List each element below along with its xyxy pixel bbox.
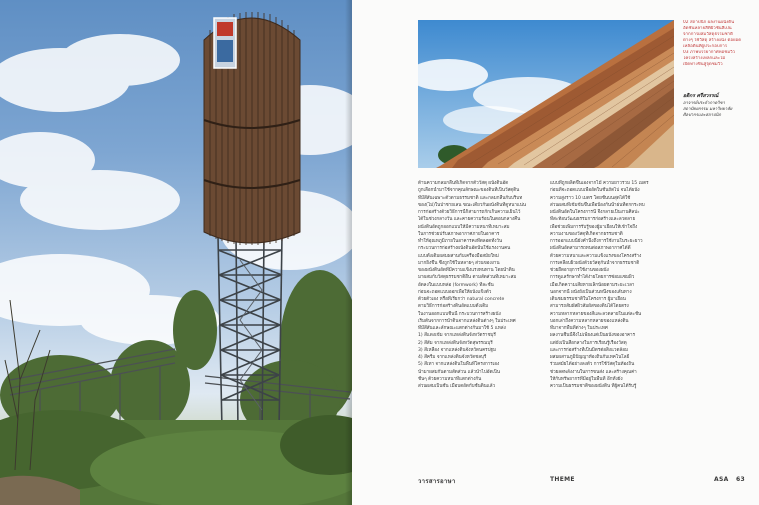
body-text-line: ช่วยยืดอายุการใช้งานของผนัง <box>550 268 609 273</box>
photo-caption <box>683 20 751 68</box>
body-text-line: ที่มาจากพื้นที่ต่างๆ ในประเทศ <box>550 326 608 331</box>
body-text-line: กระบวนการก่อสร้างผนังดินอัดนั้นใช้แรงงานคน <box>418 246 511 252</box>
body-text-line: เดินชมธรรมชาติในโครงการ ผู้มาเยือน <box>550 297 626 302</box>
caption-line: 02 สถาปนิก ผลงานผนังดิน <box>683 20 735 25</box>
page-number: 63 <box>736 476 745 483</box>
caption-line: 03 ภาพบรรยากาศหอชมวิว <box>683 50 736 55</box>
author-role-line: สถาปัตยกรรม มหาวิทยาลัย <box>683 106 733 111</box>
body-text-line: ความสูงราว 10 เมตร โดยชั้นบนสุดได้ใช้ <box>550 195 631 201</box>
body-text-line: สามารถสัมผัสผิวสัมผัสของดินได้โดยตรง <box>550 304 629 310</box>
body-text-line: แบบที่ถูกผลิตขึ้นเองจากไม้ ความยาวรวม 15 เมตร <box>550 181 649 186</box>
footer-section: THEME <box>550 476 575 483</box>
caption-line: อัดชั้นหลายสีที่ผิวชั้นสีเป็น <box>683 26 732 31</box>
body-text-line: ด้วยตัวเอง หรือที่เรียกว่า natural concrete <box>418 297 505 302</box>
body-text-line: 2) สีส้ม จากแหล่งดินจังหวัดสุพรรณบุรี <box>418 340 493 346</box>
body-text-line: ผนังดินอัดถูกออกแบบให้มีความหนาที่เหมาะสม <box>418 224 510 230</box>
body-text-line: แต่ยังเป็นสื่อกลางในการเรียนรู้เรื่องวัสดุ <box>550 340 627 346</box>
left-page-photo <box>0 0 352 505</box>
body-text-line: ถูกเลือกนำมาใช้จากคุณลักษณะของดินที่เป็นวัสดุดิน <box>418 188 520 194</box>
right-page <box>352 0 759 505</box>
footer-magazine-name: วารสารอาษา <box>418 478 456 485</box>
body-text-line: ความเป็นธรรมชาติของผนังดิน ที่ผู้คนได้รับรู้ <box>550 384 637 389</box>
author-role-line: อาจารย์ประจำภาควิชา <box>683 100 725 105</box>
caption-line: ต่างๆ ใช้วัสดุ สร้างผนัง ต่อยอด <box>683 38 742 43</box>
body-text-line: ช่วยลดพลังงานในการขนส่ง และสร้างคุณค่า <box>550 369 637 375</box>
body-text-line: ความงามของวัสดุที่เกิดจากธรรมชาติ <box>550 231 623 237</box>
body-text-line: 1) สีแดงเข้ม จากแหล่งดินจังหวัดราชบุรี <box>418 333 496 339</box>
body-text-line: ของ(ไม่)ในป่าชายเลน ขณะเดียวกันผนังดินที่ดูหนาแน่น <box>418 202 527 208</box>
body-text-line: การเคลือบผิวผนังด้วยวัสดุกันน้ำจากธรรมชาติ <box>550 260 640 266</box>
body-text-line: ในงานออกแบบชิ้นนี้ กระบวนการสร้างผนัง <box>418 311 501 317</box>
caption-line: เปิดทางขึ้นสู่จุดชมวิว <box>683 62 723 67</box>
body-text-line: ด้านความกลมกลืนที่เกิดจากตัววัสดุ ผนังดินอัด <box>418 181 509 186</box>
author-name: อติกร ศรีสวรรณ์ <box>683 93 719 99</box>
author-role-line: ศิลปากรและสถาปนิก <box>683 112 722 117</box>
observation-tower-photo <box>0 0 352 505</box>
body-text-line: ที่มีสีสันเฉพาะตัวตามธรรมชาติ และกลมกลืนกับบริบท <box>418 195 523 201</box>
body-text-line: การก่อสร้างด้วยวิธีการนี้ก็สามารถกักเก็บความเย็นไว้ <box>418 210 521 215</box>
running-footer <box>352 472 759 492</box>
footer-brand: ASA <box>714 476 729 483</box>
body-text-line: บอกเล่าถึงความหลากหลายของแหล่งดิน <box>550 318 629 324</box>
body-text-line: ความหลากหลายของสีและลวดลายในแต่ละชั้น <box>550 311 642 317</box>
body-text-line: ด้วยความหนาและความแข็งแรงของโครงสร้าง <box>550 253 642 259</box>
caption-line: เหลือดินที่ผู้ประกอบการ <box>683 44 728 49</box>
body-text-column-1 <box>418 180 536 390</box>
body-text-line: เพื่อช่วยเพิ่มการรับรู้ของผู้มาเยือนให้เข้าใจถึง <box>550 224 638 230</box>
body-text-line: ได้ในช่วงกลางวัน และคายความร้อนในตอนกลางคืน <box>418 217 521 223</box>
body-text-line: ในการช่วยปรับสภาพอากาศภายในอาคาร <box>418 231 500 237</box>
body-text-line: ตามวิธีการก่อสร้างดินอัดแบบดั้งเดิม <box>418 304 489 310</box>
page-gutter-shadow <box>345 0 352 505</box>
body-text-line: ส่วนผสมเป็นชั้น เมื่อบดอัดกับชั้นดินแล้ว <box>418 384 496 389</box>
body-text-line: ที่สะท้อนวัฒนธรรมการก่อสร้างและลวดลาย <box>550 217 636 223</box>
body-text-line: ชั้นๆ ด้วยความหนาที่แตกต่างกัน <box>418 376 482 382</box>
body-text-line: อัดลงในแบบหล่อ (formwork) ทีละชั้น <box>418 282 494 288</box>
body-text-line: การออกแบบนี้ยังคำนึงถึงการใช้งานในระยะยาว <box>550 239 643 244</box>
body-text-line: ก่อนที่จะถอดแบบเพื่ออัดในชั้นถัดไป จนได้ผนัง <box>550 188 640 194</box>
author-role <box>683 100 753 118</box>
body-text-line: นำมาผสมกันตามสัดส่วน แล้วนำไปอัดเป็น <box>418 369 500 375</box>
body-text-line: ร่วมสมัยได้อย่างลงตัว การใช้วัสดุในท้องถิ่น <box>550 362 635 368</box>
body-text-line: การดูแลรักษาทำได้ง่ายโดยการซ่อมแซมผิว <box>550 275 635 281</box>
body-text-line: ส่วนผสมที่เข้มข้นขึ้นเพื่อป้องกันน้ำฝนที่ตกกระทบ <box>550 202 645 208</box>
caption-line: จากการผสมวัสดุธรรมชาติ <box>683 32 733 37</box>
body-text-line: 3) สีเหลือง จากแหล่งดินจังหวัดนครปฐม <box>418 347 496 353</box>
body-text-line: ก่อนจะถอดแบบออกเพื่อให้ผนังแข็งตัว <box>418 289 492 295</box>
body-text-line: 4) สีครีม จากแหล่งดินจังหวัดชลบุรี <box>418 355 487 360</box>
tower-timber-cylinder <box>204 12 300 245</box>
rammed-earth-wall-photo <box>418 20 674 168</box>
caption-line: โครงสร้างเหล็กและไม้ <box>683 56 726 61</box>
body-text-line: ให้กับทรัพยากรที่มีอยู่ในพื้นที่ อีกทั้งยัง <box>550 376 623 382</box>
body-text-line: แบบดั้งเดิมผสมผสานกับเครื่องมือสมัยใหม่ <box>418 253 499 259</box>
body-text-line: ทำให้อุณหภูมิภายในอาคารคงที่ตลอดทั้งวัน <box>418 239 503 244</box>
body-text-column-2 <box>550 180 668 390</box>
body-text-line: และการก่อสร้างที่เป็นมิตรต่อสิ่งแวดล้อม <box>550 347 628 353</box>
foreground-grass <box>0 410 352 505</box>
body-text-line: ผนังดินอัดสามารถทนต่อสภาพอากาศได้ดี <box>550 246 631 252</box>
body-text-line: มาผสมกับวัสดุธรรมชาติอื่น ตามสัดส่วนที่เหมาะสม <box>418 275 517 281</box>
body-text-line: เริ่มต้นจากการนำดินจากแหล่งดินต่างๆ ในประเทศ <box>418 318 516 324</box>
body-text-line: ผนังดินอัดในโครงการนี้ จึงกลายเป็นงานศิลปะ <box>550 210 640 215</box>
body-text-line: ที่มีสีสันและลักษณะแตกต่างกันมาใช้ 5 แหล่ง <box>418 326 506 331</box>
body-text-line: เมื่อเกิดความเสียหายเล็กน้อยตามระยะเวลา <box>550 282 635 288</box>
body-text-line: นอกจากนี้ ผนังยังเป็นส่วนหนึ่งของเส้นทาง <box>550 289 632 295</box>
body-text-line: ของผนังดินอัดที่มีความแข็งแรงทนทาน โดยนำดิน <box>418 268 515 273</box>
body-text-line: ผลงานชิ้นนี้จึงไม่เพียงแต่เป็นผนังของอาคาร <box>550 333 636 339</box>
body-text-line: มากยิ่งขึ้น ซึ่งถูกใช้ในหลายๆ ส่วนของงาน <box>418 260 500 266</box>
body-text-line: 5) สีเทา จากแหล่งดินในพื้นที่โครงการเอง <box>418 362 500 368</box>
body-text-line: ผสมผสานภูมิปัญญาท้องถิ่นกับเทคโนโลยี <box>550 355 630 360</box>
